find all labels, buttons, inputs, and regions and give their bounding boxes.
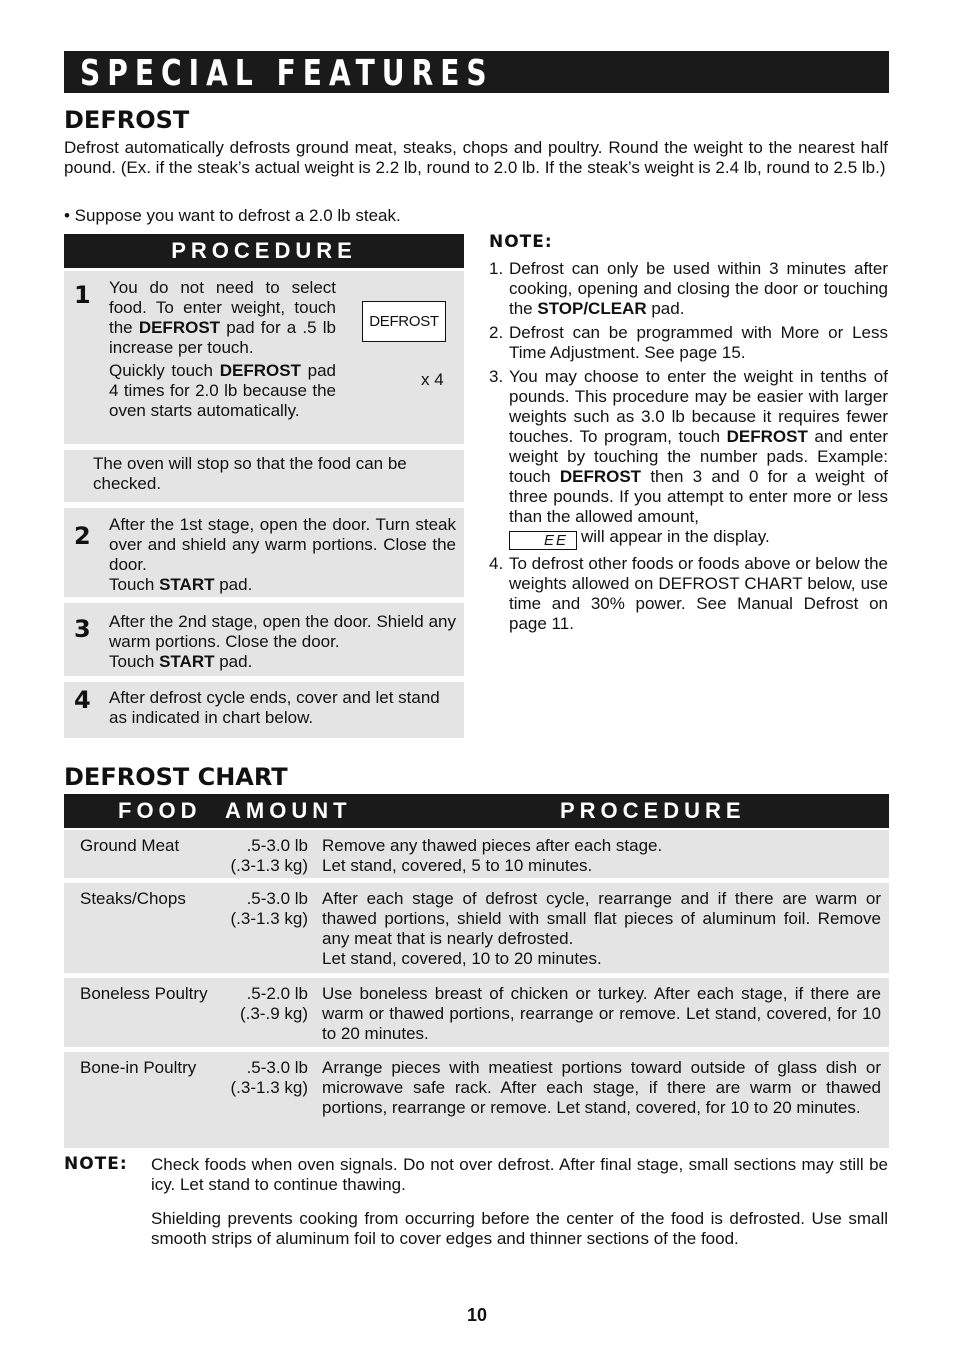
col-amount: AMOUNT [225,798,352,823]
step-2 [64,508,464,597]
page-title: SPECIAL FEATURES [80,53,494,94]
touch-count: x 4 [421,370,444,389]
stop-note-text: The oven will stop so that the food can be checked. [93,454,407,493]
procedure-cell: Arrange pieces with meatiest portions toward outside of glass dish or microwave safe rack. After each stage, if there are warm or thawed portions, rearrange or remove. Let stand, covered, for 10 to 20 minutes. [322,1058,881,1117]
table-row [64,978,889,1047]
col-food: FOOD [118,798,202,823]
display-readout: EE [509,531,577,550]
col-procedure: PROCEDURE [560,798,746,823]
title-banner [64,51,889,93]
chart-header [64,794,889,828]
note-item: 4. To defrost other foods or foods above or below the weights allowed on DEFROST CHART below, use time and 30% power. See Manual Defrost on page 11. [489,554,888,633]
note-list [489,259,888,638]
bottom-note-heading: NOTE: [64,1154,128,1174]
food-cell: Bone-in Poultry [80,1058,197,1077]
defrost-heading: DEFROST [64,106,190,134]
table-row [64,883,889,973]
amount-cell: .5-2.0 lb (.3-.9 kg) [239,984,308,1023]
step-1-text-b: Quickly touch DEFROST pad 4 times for 2.0 lb because the oven starts automatically. [109,361,336,420]
defrost-pad-illustration: DEFROST [362,301,446,342]
note-item: 3. You may choose to enter the weight in tenths of pounds. This procedure may be easier with larger weights such as 3.0 lb because it requires fewer touches. To program, touch DEFROST and enter weight by touching the number pads. Example: touch DEFROST then 3 and 0 for a weight of three pounds. If you attempt to enter more or less than the allowed amount, EE will appear in the display. [489,367,889,549]
chart-heading: DEFROST CHART [64,763,288,791]
amount-cell: .5-3.0 lb (.3-1.3 kg) [230,1058,308,1097]
procedure-heading: PROCEDURE [171,238,357,263]
note-item: 2. Defrost can be programmed with More or Less Time Adjustment. See page 15. [489,323,888,362]
bottom-note-text-1: Check foods when oven signals. Do not over defrost. After final stage, small sections may still be icy. Let stand to continue thawing. [151,1155,888,1194]
procedure-header [64,234,464,268]
step-2-text: After the 1st stage, open the door. Turn steak over and shield any warm portions. Close the door. Touch START pad. [109,515,456,594]
step-3-text: After the 2nd stage, open the door. Shield any warm portions. Close the door. Touch START pad. [109,612,456,671]
step-4-text: After defrost cycle ends, cover and let stand as indicated in chart below. [109,688,440,727]
table-row [64,830,889,878]
note-item: 1. Defrost can only be used within 3 minutes after cooking, opening and closing the door or touching the STOP/CLEAR pad. [489,259,888,318]
step-number: 4 [74,686,91,714]
page-number: 10 [466,1305,488,1325]
food-cell: Boneless Poultry [80,984,208,1003]
bottom-note-text-2: Shielding prevents cooking from occurring before the center of the food is defrosted. Use small smooth strips of aluminum foil to cover edges and thinner sections of the food. [151,1209,888,1248]
step-3 [64,603,464,676]
step-4 [64,682,464,738]
note-heading: NOTE: [489,232,553,252]
defrost-intro: Defrost automatically defrosts ground meat, steaks, chops and poultry. Round the weight to the nearest half pound. (Ex. if the steak’s actual weight is 2.2 lb, round to 2.0 lb. If the steak’s weight is 2.4 lb, round to 2.5 lb.) [64,138,888,177]
procedure-cell: Remove any thawed pieces after each stage. Let stand, covered, 5 to 10 minutes. [322,836,663,875]
amount-cell: .5-3.0 lb (.3-1.3 kg) [230,836,308,875]
step-number: 3 [74,615,91,643]
food-cell: Ground Meat [80,836,180,855]
step-1 [64,271,464,444]
stop-note [64,450,464,502]
food-cell: Steaks/Chops [80,889,186,908]
step-number: 2 [74,522,91,550]
procedure-cell: Use boneless breast of chicken or turkey. After each stage, if there are warm or thawed portions, rearrange or remove. Let stand, covered, for 10 to 20 minutes. [322,984,881,1043]
example-bullet: • Suppose you want to defrost a 2.0 lb steak. [64,206,401,225]
table-row [64,1052,889,1148]
amount-cell: .5-3.0 lb (.3-1.3 kg) [230,889,308,928]
step-number: 1 [74,281,91,309]
procedure-cell: After each stage of defrost cycle, rearrange and if there are warm or thawed portions, shield with small flat pieces of aluminum foil. Remove any meat that is nearly defrosted. Let stand, covered, 10 to 20 minutes. [322,889,881,968]
step-1-text-a: You do not need to select food. To enter weight, touch the DEFROST pad for a .5 lb increase per touch. [109,278,336,357]
